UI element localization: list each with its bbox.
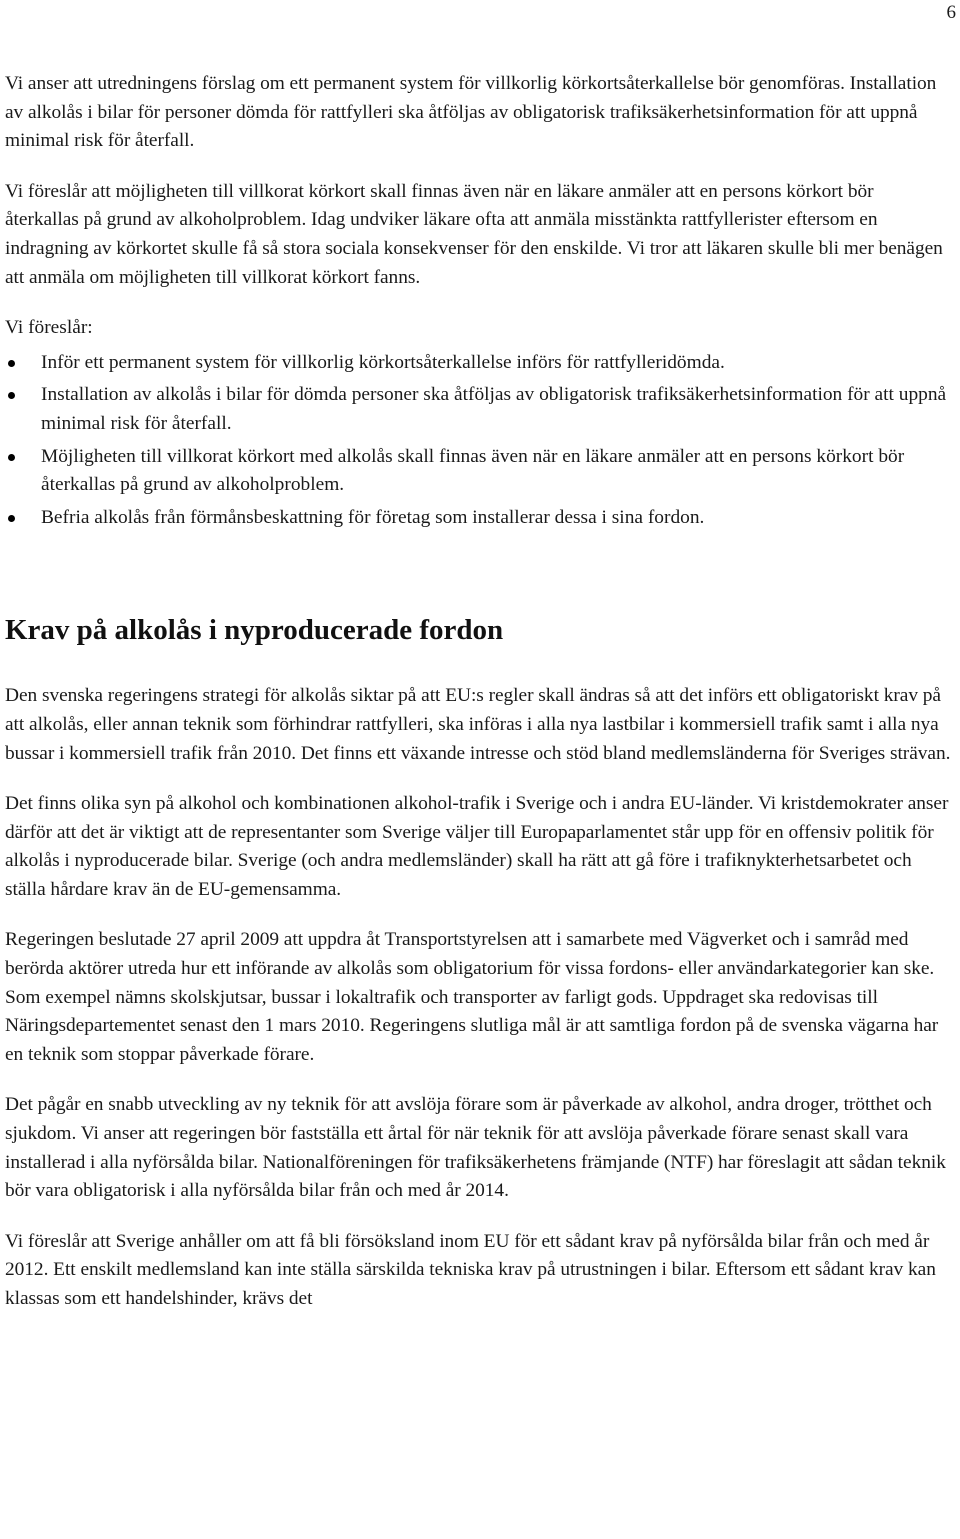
- list-item-text: Installation av alkolås i bilar för dömda personer ska åtföljas av obligatorisk trafiksäkerhetsinformation för att uppnå minimal risk för återfall.: [41, 384, 947, 434]
- bullet-icon: [8, 515, 15, 522]
- list-item: [5, 504, 952, 533]
- list-item-text: Befria alkolås från förmånsbeskattning för företag som installerar dessa i sina fordon.: [41, 506, 705, 528]
- page-number: 6: [946, 2, 956, 23]
- paragraph: Vi föreslår att möjligheten till villkorat körkort skall finnas även när en läkare anmäler att en persons körkort bör återkallas på grund av alkoholproblem. Idag undviker läkare ofta att anmäla misstänkta rattfyllerister eftersom en indragning av körkortet skulle få så stora sociala konsekvenser för den enskilde. Vi tror att läkaren skulle bli mer benägen att anmäla om möjligheten till villkorat körkort fanns.: [5, 180, 943, 288]
- proposals-list: [5, 349, 952, 533]
- paragraph: Det pågår en snabb utveckling av ny teknik för att avslöja förare som är påverkade av alkohol, andra droger, trötthet och sjukdom. Vi anser att regeringen bör fastställa ett årtal för när teknik för att avslöja påverkade förare senast skall vara installerad i alla nyförsålda bilar. Nationalföreningen för trafiksäkerhetens främjande (NTF) har föreslagit att sådan teknik bör vara obligatorisk i alla nyförsålda bilar från och med år 2014.: [5, 1094, 946, 1202]
- paragraph: Det finns olika syn på alkohol och kombinationen alkohol-trafik i Sverige och i andra EU-länder. Vi kristdemokrater anser därför att det är viktigt att de representanter som Sverige väljer till Europaparlamentet står upp för en offensiv politik för alkolås i nyproducerade bilar. Sverige (och andra medlemsländer) skall ha rätt att gå före i trafiknykterhetsarbetet och ställa hårdare krav än de EU-gemensamma.: [5, 793, 949, 900]
- bullet-icon: [8, 360, 15, 367]
- list-item: [5, 381, 952, 438]
- list-item: [5, 349, 952, 378]
- paragraph: Vi anser att utredningens förslag om ett permanent system för villkorlig körkortsåterkallelse bör genomföras. Installation av alkolås i bilar för personer dömda för rattfylleri ska åtföljas av obligatorisk trafiksäkerhetsinformation för att uppnå minimal risk för återfall.: [5, 73, 937, 152]
- paragraph: Den svenska regeringens strategi för alkolås siktar på att EU:s regler skall ändras så att det införs ett obligatoriskt krav på att alkolås, eller annan teknik som förhindrar rattfylleri, ska införas i alla nya lastbilar i kommersiell trafik samt i alla nya bussar i kommersiell trafik från 2010. Det finns ett växande intresse och stöd bland medlemsländerna för Sveriges strävan.: [5, 685, 951, 764]
- paragraph: Vi föreslår att Sverige anhåller om att få bli försöksland inom EU för ett sådant krav på nyförsålda bilar från och med år 2012. Ett enskilt medlemsland kan inte ställa särskilda tekniska krav på utrustningen i bilar. Eftersom ett sådant krav kan klassas som ett handelshinder, krävs det: [5, 1230, 936, 1309]
- list-item-text: Möjligheten till villkorat körkort med alkolås skall finnas även när en läkare anmäler att en persons körkort bör återkallas på grund av alkoholproblem.: [41, 445, 905, 496]
- paragraph: Regeringen beslutade 27 april 2009 att uppdra åt Transportstyrelsen att i samarbete med Vägverket och i samråd med berörda aktörer utreda hur ett införande av alkolås som obligatorium för vissa fordons- eller användarkategorier kan ske. Som exempel nämns skolskjutsar, bussar i lokaltrafik och transporter av farligt gods. Uppdraget ska redovisas till Näringsdepartementet senast den 1 mars 2010. Regeringens slutliga mål är att samtliga fordon på de svenska vägarna har en teknik som stoppar påverkade förare.: [5, 929, 939, 1065]
- proposals-intro: Vi föreslår:: [5, 317, 93, 339]
- list-item: [5, 443, 952, 500]
- bullet-icon: [8, 454, 15, 461]
- section-heading: Krav på alkolås i nyproducerade fordon: [5, 614, 504, 647]
- list-item-text: Inför ett permanent system för villkorlig körkortsåterkallelse införs för rattfylleridömda.: [41, 351, 725, 373]
- bullet-icon: [8, 392, 15, 399]
- document-body: [5, 70, 952, 1336]
